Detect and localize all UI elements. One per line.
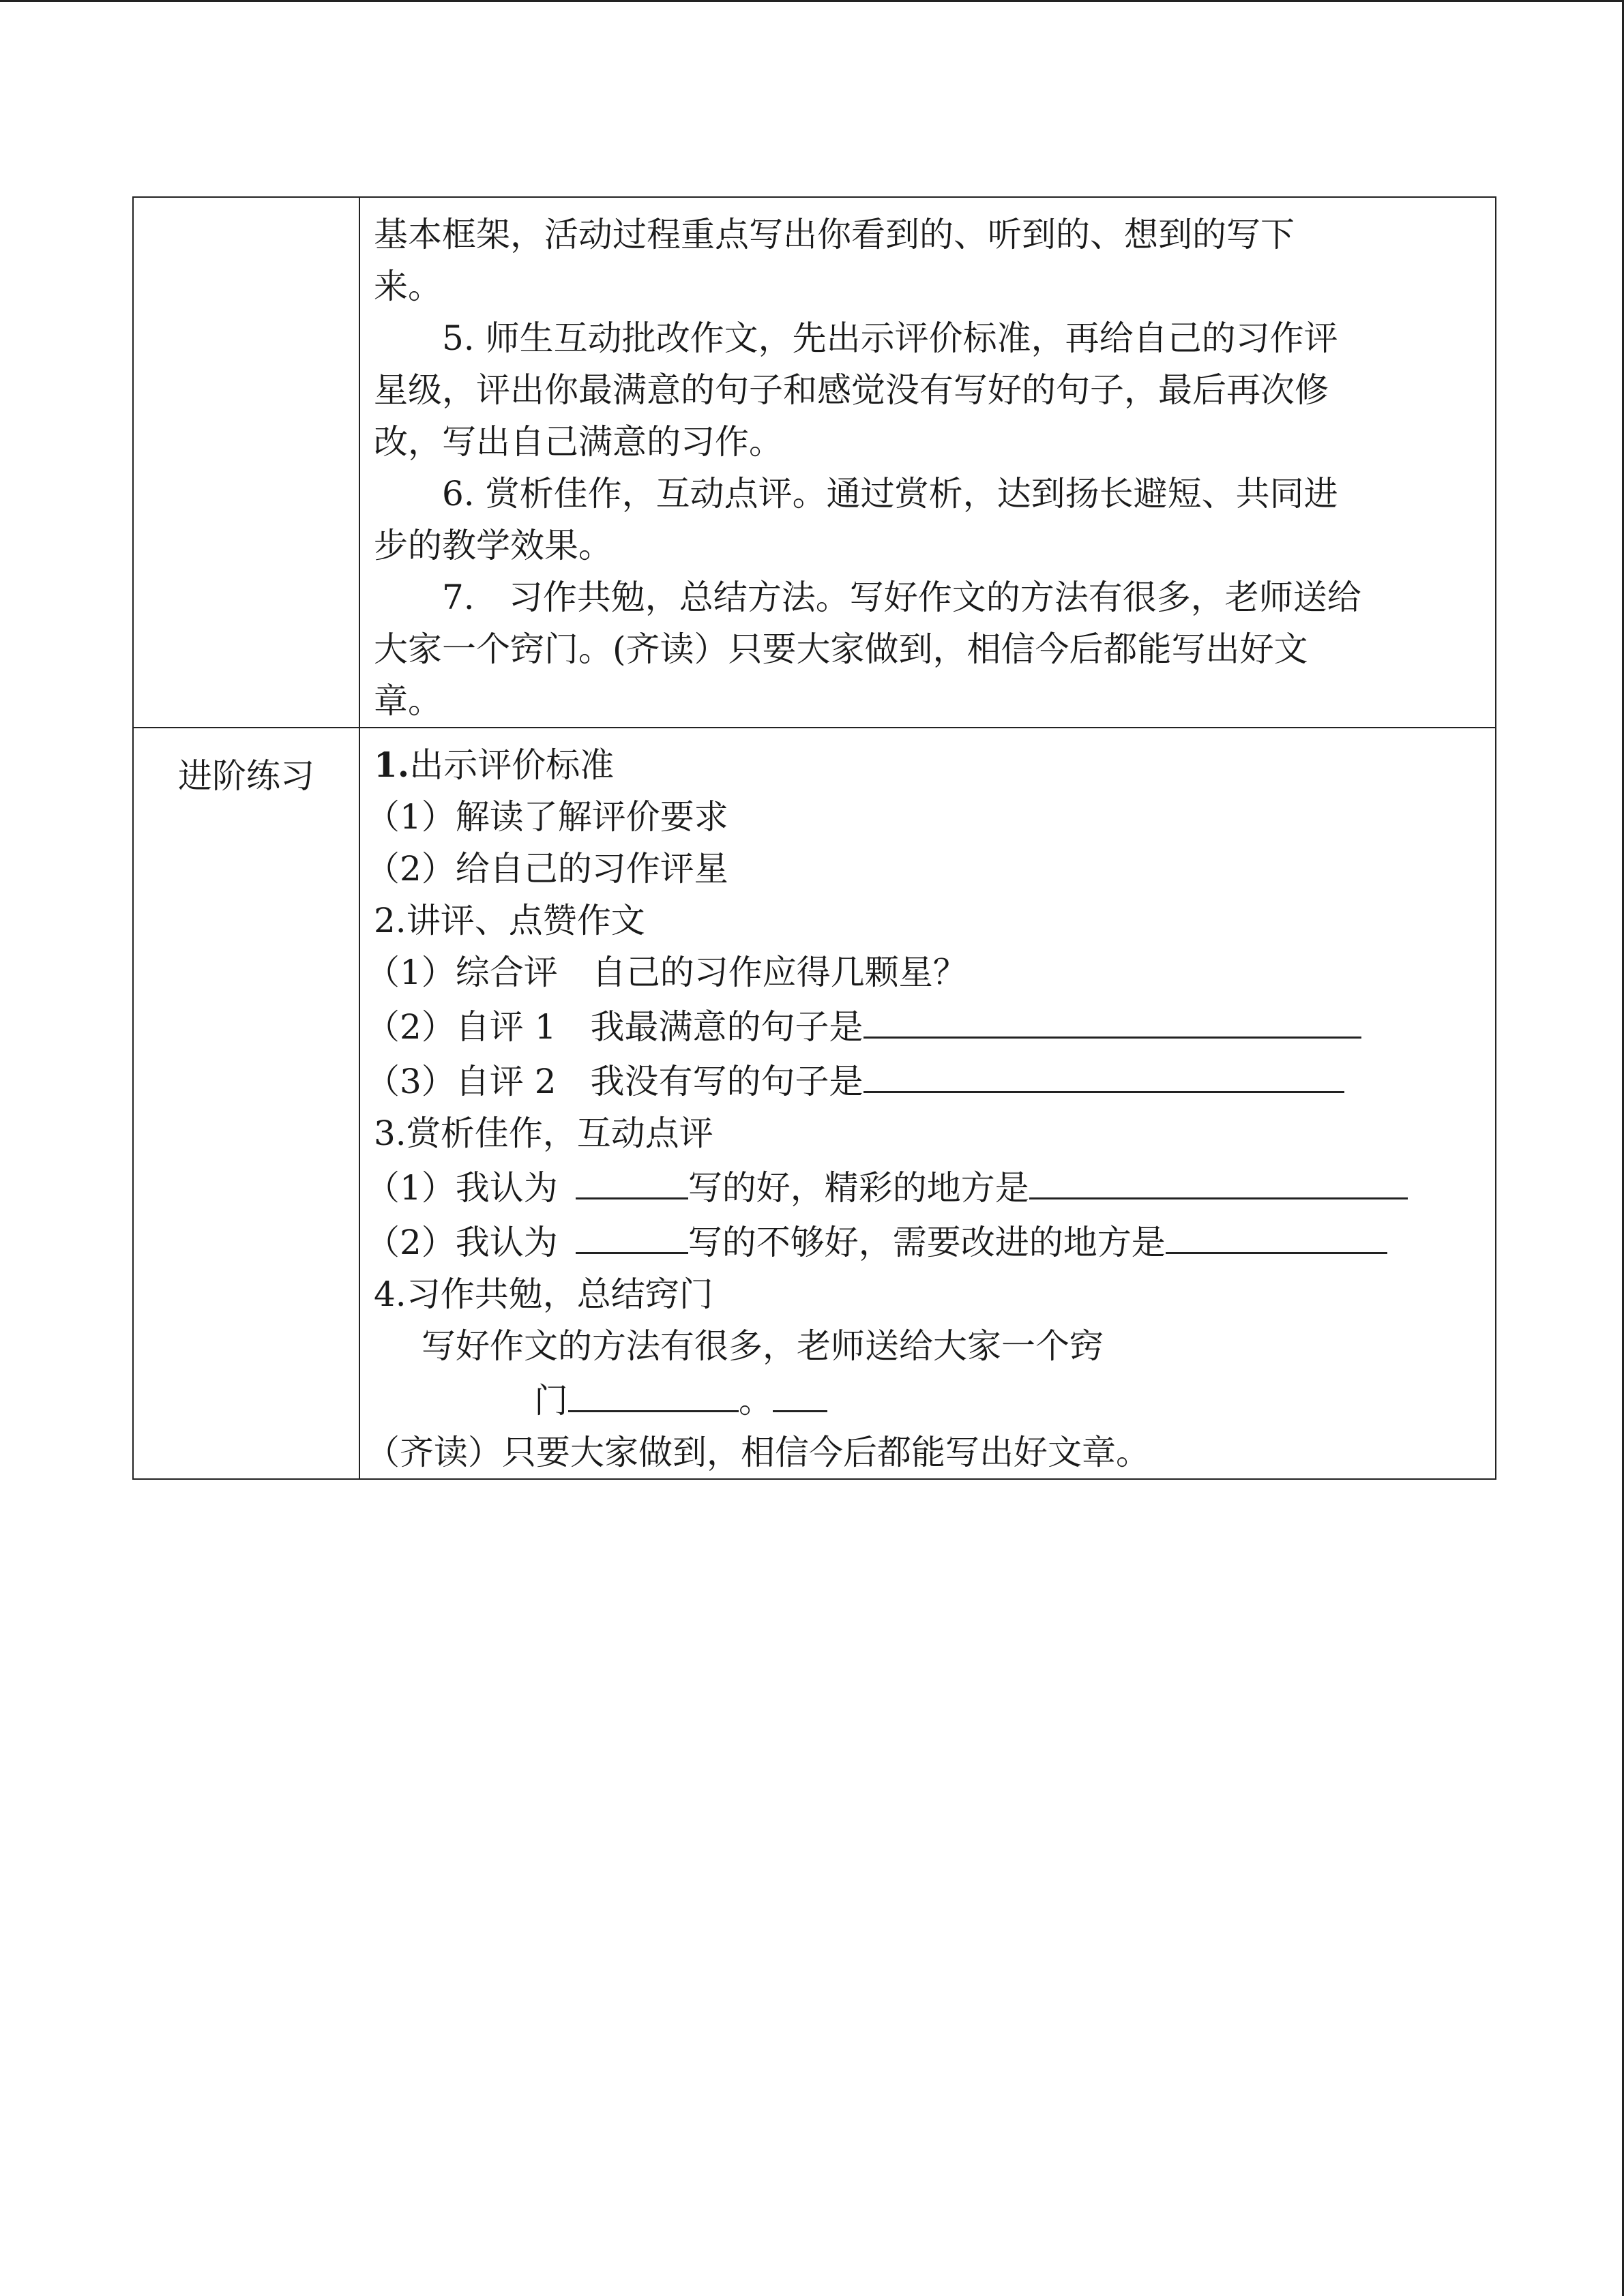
step-5-text: 5. 师生互动批改作文，先出示评价标准，再给自己的习作评 — [442, 318, 1338, 358]
subitem-text: （2）自评 1 我最满意的句子是 — [366, 1007, 863, 1047]
step-7-text: 7. 习作共勉，总结方法。写好作文的方法有很多，老师送给 — [442, 578, 1361, 617]
exercise-text — [360, 1372, 1495, 1427]
exercise-subitem: （2）给自己的习作评星 — [366, 849, 728, 889]
lesson-plan-table — [132, 196, 1496, 1480]
subitem-text: （2）我认为 — [366, 1223, 558, 1262]
row-label — [134, 198, 359, 220]
fill-in-blank[interactable] — [576, 1159, 688, 1199]
paragraph-line: 章。 — [374, 681, 442, 721]
paragraph-line: 大家一个窍门。(齐读）只要大家做到，相信今后都能写出好文 — [374, 629, 1308, 669]
table-row — [133, 197, 1496, 728]
fill-in-blank[interactable] — [1166, 1214, 1387, 1254]
subitem-text: 写的不够好，需要改进的地方是 — [688, 1223, 1166, 1262]
subitem-text: 门 — [534, 1381, 568, 1420]
step-6-text: 6. 赏析佳作，互动点评。通过赏析，达到扬长避短、共同进 — [442, 474, 1338, 513]
row-label-cell — [133, 728, 359, 1479]
exercise-subitem: （1）解读了解评价要求 — [366, 797, 728, 837]
paragraph-line: 改，写出自己满意的习作。 — [374, 422, 783, 462]
exercise-text: 写好作文的方法有很多，老师送给大家一个窍 — [422, 1326, 1104, 1366]
exercise-item-3: 3.赏析佳作，互动点评 — [374, 1114, 713, 1153]
item-number: 1. — [374, 745, 410, 785]
paragraph-line: 来。 — [374, 267, 442, 306]
paragraph-line: 基本框架，活动过程重点写出你看到的、听到的、想到的写下 — [374, 215, 1295, 254]
exercise-subitem — [360, 1053, 1495, 1107]
fill-in-blank[interactable] — [576, 1214, 688, 1254]
subitem-text: （1）我认为 — [366, 1168, 558, 1208]
fill-in-blank[interactable] — [773, 1372, 827, 1412]
exercise-text: （齐读）只要大家做到，相信今后都能写出好文章。 — [366, 1433, 1150, 1472]
paragraph-line: 星级，评出你最满意的句子和感觉没有写好的句子，最后再次修 — [374, 370, 1329, 410]
fill-in-blank[interactable] — [1029, 1159, 1408, 1199]
item-title: 出示评价标准 — [409, 745, 615, 785]
subitem-text: 写的好，精彩的地方是 — [688, 1168, 1029, 1208]
row-content-cell — [359, 728, 1496, 1479]
exercise-item-1 — [360, 739, 1495, 791]
table-row — [133, 728, 1496, 1479]
row-content-cell — [359, 197, 1496, 728]
paragraph-line: 步的教学效果。 — [374, 526, 612, 565]
exercise-item-4: 4.习作共勉，总结窍门 — [374, 1274, 713, 1314]
subitem-text: 。 — [739, 1381, 773, 1420]
exercise-subitem — [360, 998, 1495, 1053]
row-label-advanced-practice: 进阶练习 — [178, 756, 314, 796]
exercise-subitem: （1）综合评 自己的习作应得几颗星？ — [366, 953, 967, 992]
row-label-cell — [133, 197, 359, 728]
exercise-subitem — [360, 1214, 1495, 1268]
fill-in-blank[interactable] — [863, 1053, 1344, 1093]
exercise-item-2: 2.讲评、点赞作文 — [374, 901, 645, 940]
fill-in-blank[interactable] — [568, 1372, 739, 1412]
exercise-subitem — [360, 1159, 1495, 1214]
page-border-top — [0, 0, 1624, 2]
subitem-text: （3）自评 2 我没有写的句子是 — [366, 1062, 863, 1101]
fill-in-blank[interactable] — [863, 998, 1361, 1039]
